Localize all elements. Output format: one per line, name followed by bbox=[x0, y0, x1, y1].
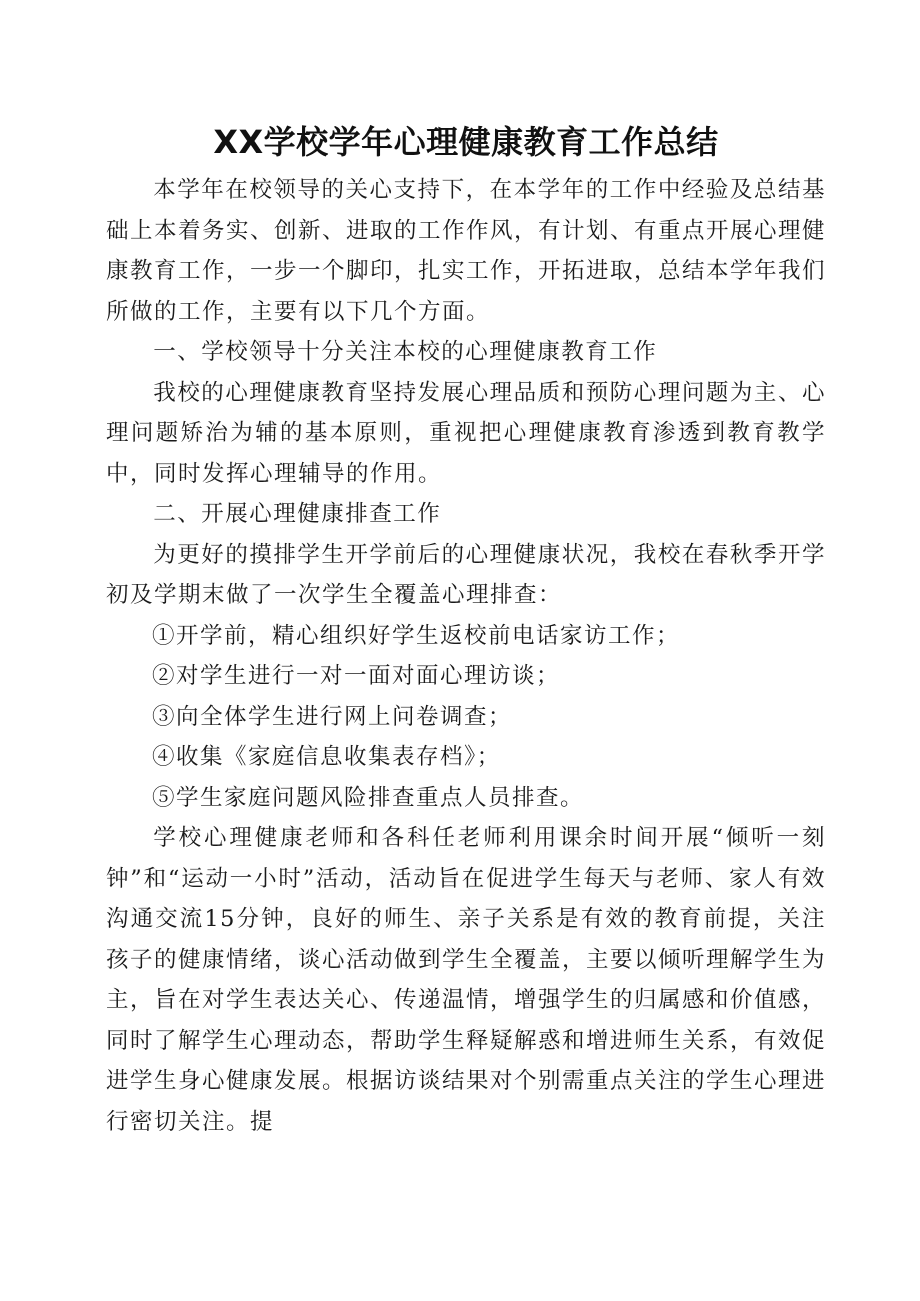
list-item-5: ⑤学生家庭问题风险排查重点人员排查。 bbox=[152, 784, 585, 811]
section-2-paragraph: 为更好的摸排学生开学前后的心理健康状况，我校在春秋季开学初及学期末做了一次学生全覆盖心理排查： bbox=[106, 541, 826, 608]
list-item-1: ①开学前，精心组织好学生返校前电话家访工作； bbox=[152, 622, 681, 649]
section-1-paragraph: 我校的心理健康教育坚持发展心理品质和预防心理问题为主、心理问题矫治为辅的基本原则，重视把心理健康教育渗透到教育教学中，同时发挥心理辅导的作用。 bbox=[106, 379, 826, 487]
list-item-3: ③向全体学生进行网上问卷调查； bbox=[152, 703, 513, 730]
intro-paragraph: 本学年在校领导的关心支持下，在本学年的工作中经验及总结基础上本着务实、创新、进取的工作作风，有计划、有重点开展心理健康教育工作，一步一个脚印，扎实工作，开拓进取，总结本学年我们所做的工作，主要有以下几个方面。 bbox=[106, 177, 827, 325]
document-body bbox=[106, 170, 826, 1142]
list-item-2: ②对学生进行一对一面对面心理访谈； bbox=[152, 663, 561, 689]
list-item-4: ④收集《家庭信息收集表存档》； bbox=[152, 744, 501, 770]
activity-paragraph: 学校心理健康老师和各科任老师利用课余时间开展“倾听一刻钟”和“运动一小时”活动，活动旨在促进学生每天与老师、家人有效沟通交流15分钟，良好的师生、亲子关系是有效的教育前提，关注孩子的健康情绪，谈心活动做到学生全覆盖，主要以倾听理解学生为主，旨在对学生表达关心、传递温情，增强学生的归属感和价值感，同时了解学生心理动态，帮助学生释疑解惑和增进师生关系，有效促进学生身心健康发展。根据访谈结果对个别需重点关注的学生心理进行密切关注。提 bbox=[106, 825, 827, 1135]
section-heading-2: 二、开展心理健康排查工作 bbox=[153, 501, 442, 527]
document-title: XX学校学年心理健康教育工作总结 bbox=[213, 123, 719, 161]
section-heading-1: 一、学校领导十分关注本校的心理健康教育工作 bbox=[153, 339, 658, 365]
